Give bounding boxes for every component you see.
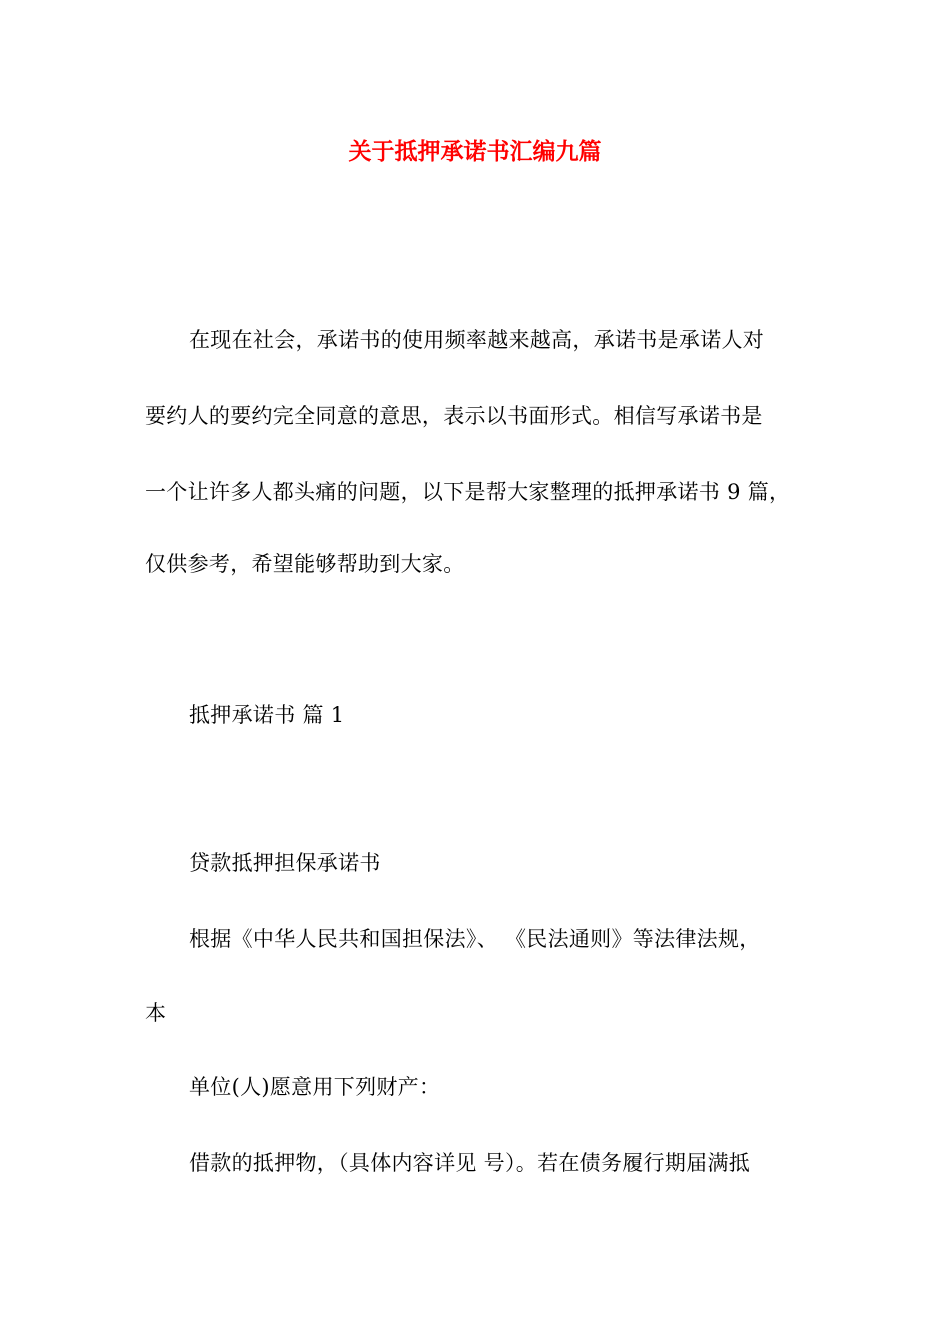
document-title: 关于抵押承诺书汇编九篇	[348, 138, 602, 165]
body-line-1: 根据《中华人民共和国担保法》、 《民法通则》等法律法规，	[189, 927, 761, 951]
body-line-2: 本	[145, 1001, 167, 1025]
intro-line-3: 一个让许多人都头痛的问题，以下是帮大家整理的抵押承诺书 9 篇，	[145, 480, 791, 504]
sub-heading: 贷款抵押担保承诺书	[189, 851, 381, 875]
intro-line-2: 要约人的要约完全同意的意思，表示以书面形式。相信写承诺书是	[145, 404, 763, 428]
body-line-4: 借款的抵押物，（具体内容详见 号）。若在债务履行期届满抵	[189, 1151, 751, 1175]
intro-line-1: 在现在社会，承诺书的使用频率越来越高，承诺书是承诺人对	[189, 328, 765, 352]
section-heading-1: 抵押承诺书 篇 1	[189, 703, 345, 727]
body-line-3: 单位(人)愿意用下列财产：	[189, 1075, 441, 1099]
intro-line-4: 仅供参考，希望能够帮助到大家。	[145, 552, 465, 576]
